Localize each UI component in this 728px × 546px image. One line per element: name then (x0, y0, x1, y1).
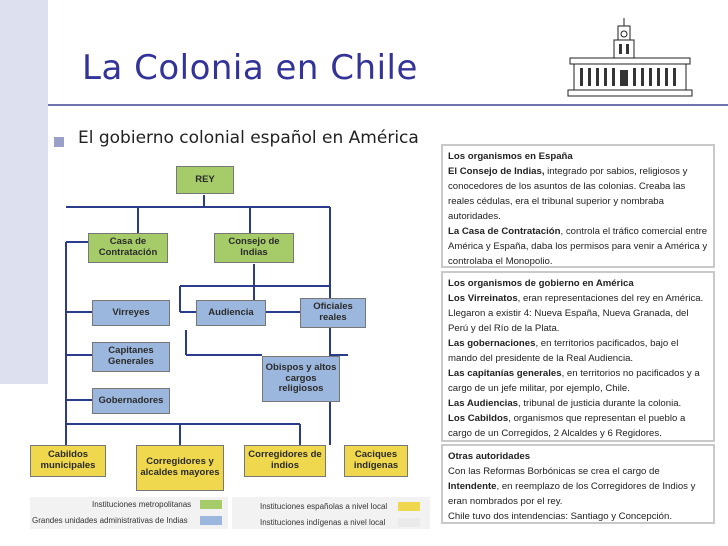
slide-title: La Colonia en Chile (82, 48, 418, 88)
slide-subtitle: El gobierno colonial español en América (78, 128, 419, 148)
panel-espana-body: El Consejo de Indias, integrado por sabios, religiosos y conocedores de los asuntos de las colonias. Creaba las reales cédulas, era el tribunal superior y nombraba autoridades. La Casa de Contratación, controla el tráfico comercial entre América y España, daba los permisos para venir a América y controlaba el Monopolio. (448, 166, 708, 267)
corregidores-indios-box: Corregidores de indios (244, 445, 326, 477)
legend-espanolas-label: Instituciones españolas a nivel local (260, 502, 388, 511)
panel-america-heading: Los organismos de gobierno en América (448, 278, 634, 289)
panel-america-body: Los Virreinatos, eran representaciones del rey en América. Llegaron a existir 4: Nueva España, Nueva Granada, del Perú y del Río de la Plata. Las gobernaciones, en territorios pacificados, bajo el mando del presidente de la Real Audiencia. Las capitanías generales, en territorios no pacificados y a cargo de un jefe militar, por ejemplo, Chile. Las Audiencias, tribunal de justicia durante la colonia. Los Cabildos, organismos que representan el pueblo a cargo de un Corregidos, 2 Alcaldes y 6 Regidores. (448, 293, 704, 439)
obispos-box: Obispos y altos cargos religiosos (262, 356, 340, 402)
virreyes-box: Virreyes (92, 300, 170, 326)
legend-green-swatch (200, 500, 222, 509)
cabildos-box: Cabildos municipales (30, 445, 106, 477)
legend-grandes-unidades-label: Grandes unidades administrativas de Indias (32, 516, 188, 525)
panel-espana-heading: Los organismos en España (448, 151, 573, 162)
casa-contratacion-box: Casa de Contratación (88, 233, 168, 263)
capitanes-generales-box: Capitanes Generales (92, 342, 170, 372)
legend-blue-swatch (200, 516, 222, 525)
panel-otras-body: Con las Reformas Borbónicas se crea el cargo de Intendente, en reemplazo de los Corregidores de Indios y eran nombrados por el rey. Chile tuvo dos intendencias: Santiago y Concepción. (448, 466, 696, 522)
rey-box: REY (176, 166, 234, 194)
government-building-icon (566, 14, 694, 102)
panel-otras-autoridades (441, 444, 715, 524)
legend-indigenas-label: Instituciones indígenas a nivel local (260, 518, 386, 527)
audiencia-box: Audiencia (196, 300, 266, 326)
corregidores-alcaldes-box: Corregidores y alcaldes mayores (136, 445, 224, 491)
consejo-indias-box: Consejo de Indias (214, 233, 294, 263)
legend-yellow-swatch (398, 502, 420, 511)
panel-otras-heading: Otras autoridades (448, 451, 531, 462)
legend-metropolitanas-label: Instituciones metropolitanas (92, 500, 192, 509)
gobernadores-box: Gobernadores (92, 388, 170, 414)
panel-organismos-america (441, 271, 715, 442)
oficiales-reales-box: Oficiales reales (300, 298, 366, 328)
legend-gray-swatch (398, 518, 420, 527)
caciques-box: Caciques indígenas (344, 445, 408, 477)
panel-organismos-espana (441, 144, 715, 268)
